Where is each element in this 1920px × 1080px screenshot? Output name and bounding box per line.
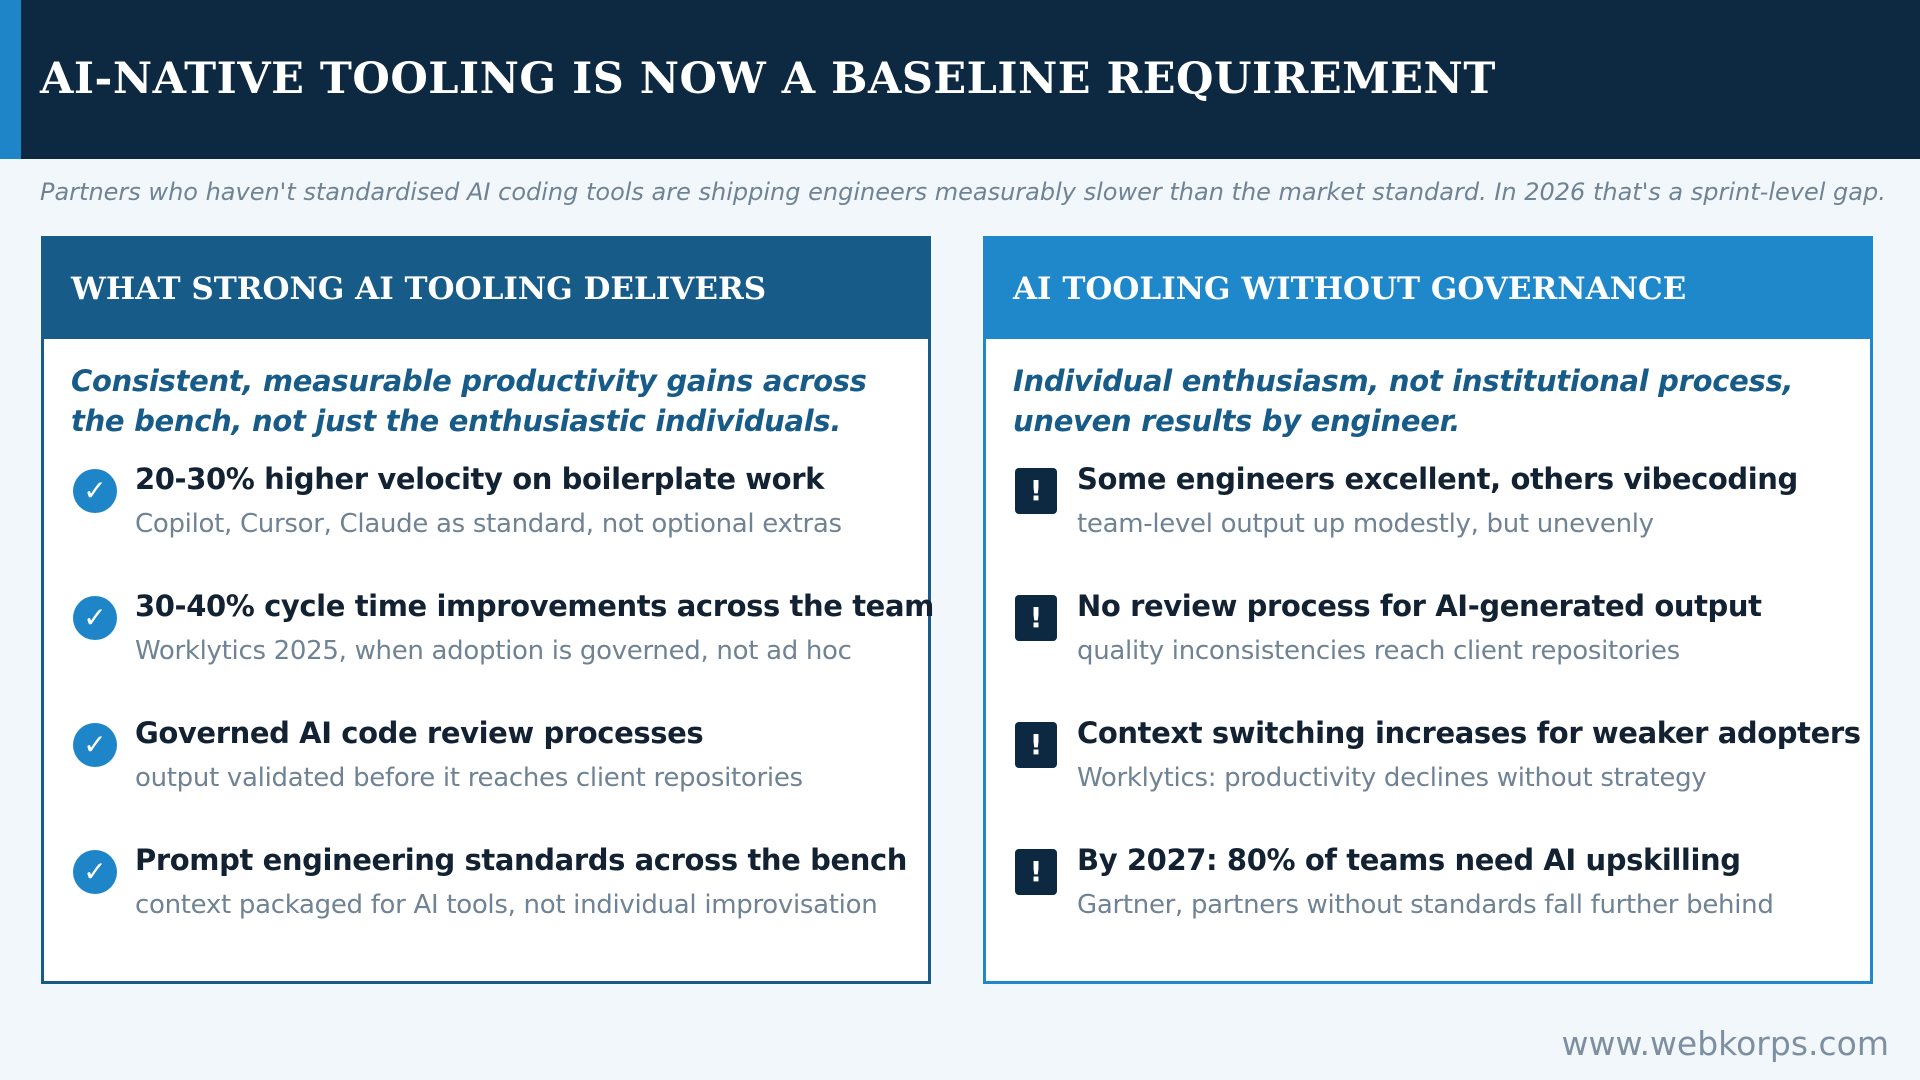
strong-tooling-panel: [41, 236, 934, 984]
page-title: AI-NATIVE TOOLING IS NOW A BASELINE REQUIREMENT: [40, 54, 1496, 104]
item-detail: Gartner, partners without standards fall further behind: [1077, 890, 1774, 920]
check-icon: ✓: [73, 596, 117, 640]
benefit-item: [44, 713, 928, 840]
item-title: 30-40% cycle time improvements across the team: [135, 589, 934, 623]
item-title: Prompt engineering standards across the bench: [135, 843, 908, 877]
item-title: No review process for AI-generated output: [1077, 589, 1762, 623]
check-icon: ✓: [73, 850, 117, 894]
item-title: 20-30% higher velocity on boilerplate work: [135, 462, 824, 496]
benefit-item: [44, 459, 928, 586]
header-accent-stripe: [0, 0, 21, 159]
item-detail: Worklytics: productivity declines without strategy: [1077, 763, 1707, 793]
exclamation-icon: !: [1015, 722, 1057, 768]
risk-item: [986, 586, 1870, 713]
panel-heading: AI TOOLING WITHOUT GOVERNANCE: [986, 239, 1870, 339]
exclamation-icon: !: [1015, 849, 1057, 895]
header-bar: [0, 0, 1920, 159]
check-icon: ✓: [73, 723, 117, 767]
item-title: Some engineers excellent, others vibecoding: [1077, 462, 1798, 496]
benefit-item: [44, 840, 928, 967]
risk-item: [986, 459, 1870, 586]
exclamation-icon: !: [1015, 468, 1057, 514]
benefit-list: [44, 459, 934, 967]
risk-item: [986, 840, 1870, 967]
check-icon: ✓: [73, 469, 117, 513]
item-detail: output validated before it reaches client repositories: [135, 763, 803, 793]
risk-list: [986, 459, 1870, 967]
item-detail: Worklytics 2025, when adoption is governed, not ad hoc: [135, 636, 852, 666]
exclamation-icon: !: [1015, 595, 1057, 641]
item-detail: Copilot, Cursor, Claude as standard, not optional extras: [135, 509, 842, 539]
item-title: Context switching increases for weaker adopters: [1077, 716, 1861, 750]
item-title: By 2027: 80% of teams need AI upskilling: [1077, 843, 1741, 877]
item-detail: team-level output up modestly, but unevenly: [1077, 509, 1654, 539]
page-subtitle: Partners who haven't standardised AI coding tools are shipping engineers measurably slower than the market standard. In 2026 that's a sprint-level gap.: [40, 178, 1886, 206]
panel-lead: Consistent, measurable productivity gains across the bench, not just the enthusiastic individuals.: [71, 364, 867, 438]
risk-item: [986, 713, 1870, 840]
website-url: www.webkorps.com: [1561, 1024, 1889, 1063]
no-governance-panel: [983, 236, 1873, 984]
item-detail: context packaged for AI tools, not individual improvisation: [135, 890, 878, 920]
item-detail: quality inconsistencies reach client repositories: [1077, 636, 1680, 666]
item-title: Governed AI code review processes: [135, 716, 704, 750]
panel-lead: Individual enthusiasm, not institutional process, uneven results by engineer.: [1013, 364, 1794, 438]
panel-heading: WHAT STRONG AI TOOLING DELIVERS: [44, 239, 928, 339]
benefit-item: [44, 586, 934, 713]
